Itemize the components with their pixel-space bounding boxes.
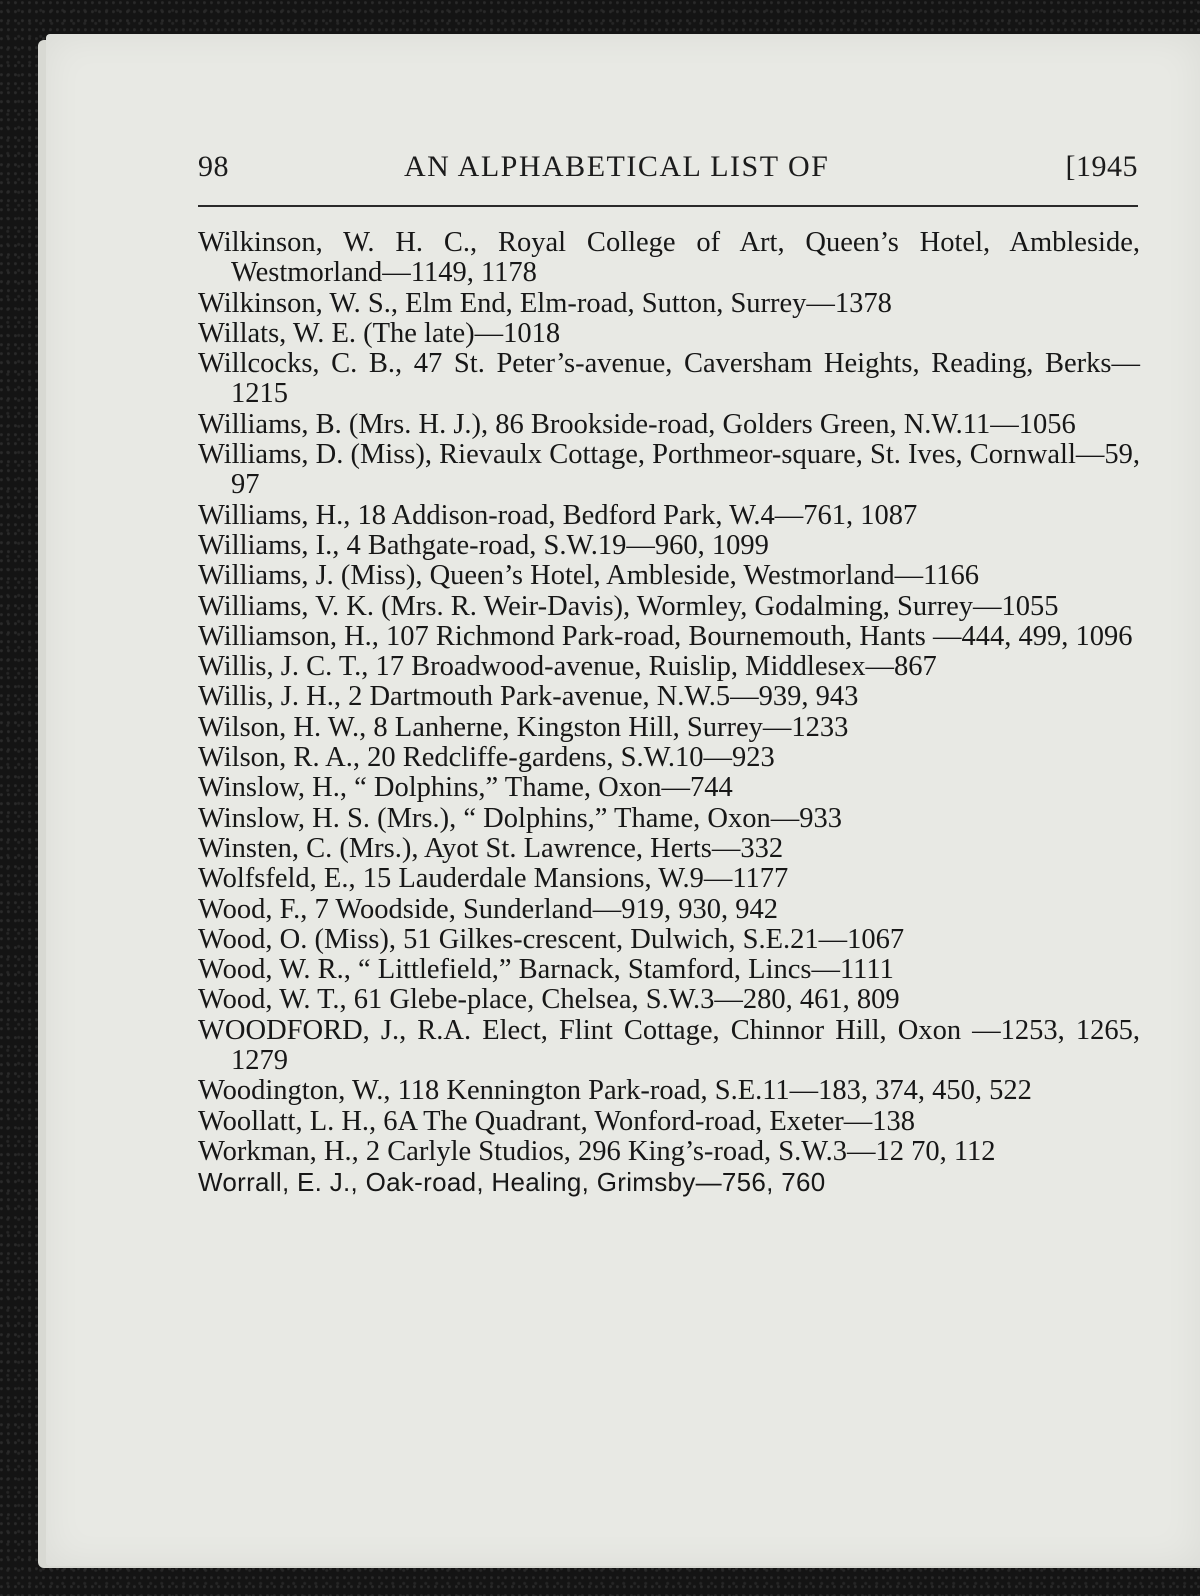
list-item: Woodington, W., 118 Kennington Park-road, S.E.11—183, 374, 450, 522 <box>198 1075 1032 1107</box>
running-title: AN ALPHABETICAL LIST OF <box>404 150 830 183</box>
list-item: Workman, H., 2 Carlyle Studios, 296 King’s-road, S.W.3—12 70, 112 <box>198 1135 996 1167</box>
list-item: Williamson, H., 107 Richmond Park-road, Bournemouth, Hants —444, 499, 1096 <box>198 620 1133 652</box>
list-item: Williams, D. (Miss), Rievaulx Cottage, Porthmeor-square, St. Ives, Cornwall—59, 97 <box>198 439 1140 501</box>
list-item: Wilkinson, W. H. C., Royal College of Art, Queen’s Hotel, Ambleside, Westmorland—1149, 1178 <box>198 227 1140 289</box>
list-item: Woollatt, L. H., 6A The Quadrant, Wonford-road, Exeter—138 <box>198 1105 915 1137</box>
list-item: Willis, J. C. T., 17 Broadwood-avenue, Ruislip, Middlesex—867 <box>198 651 937 683</box>
list-item: Wilson, H. W., 8 Lanherne, Kingston Hill, Surrey—1233 <box>198 711 849 743</box>
header-rule <box>198 205 1138 207</box>
list-item: Williams, V. K. (Mrs. R. Weir-Davis), Wormley, Godalming, Surrey—1055 <box>198 590 1059 622</box>
list-item: Worrall, E. J., Oak-road, Healing, Grimsby—756, 760 <box>198 1167 826 1198</box>
list-item: Wolfsfeld, E., 15 Lauderdale Mansions, W.9—1177 <box>198 863 789 895</box>
page-number: 98 <box>198 150 229 183</box>
list-item: Willcocks, C. B., 47 St. Peter’s-avenue, Caversham Heights, Reading, Berks—1215 <box>198 348 1140 410</box>
list-item: Wilkinson, W. S., Elm End, Elm-road, Sutton, Surrey—1378 <box>198 287 892 319</box>
list-item: Winsten, C. (Mrs.), Ayot St. Lawrence, Herts—332 <box>198 832 784 864</box>
entry-list <box>198 228 1140 1198</box>
list-item: Wood, F., 7 Woodside, Sunderland—919, 930, 942 <box>198 893 779 925</box>
list-item: Williams, J. (Miss), Queen’s Hotel, Ambleside, Westmorland—1166 <box>198 560 980 592</box>
list-item: Willats, W. E. (The late)—1018 <box>198 317 561 349</box>
list-item: Wood, W. R., “ Littlefield,” Barnack, Stamford, Lincs—1111 <box>198 954 894 986</box>
list-item: Winslow, H., “ Dolphins,” Thame, Oxon—744 <box>198 772 733 804</box>
running-header <box>198 150 1138 196</box>
list-item: Wilson, R. A., 20 Redcliffe-gardens, S.W.10—923 <box>198 742 775 774</box>
list-item: Williams, I., 4 Bathgate-road, S.W.19—960, 1099 <box>198 529 769 561</box>
list-item: Wood, O. (Miss), 51 Gilkes-crescent, Dulwich, S.E.21—1067 <box>198 923 905 955</box>
list-item: Williams, H., 18 Addison-road, Bedford Park, W.4—761, 1087 <box>198 499 918 531</box>
year-marker: [1945 <box>1065 150 1138 183</box>
list-item: Williams, B. (Mrs. H. J.), 86 Brookside-road, Golders Green, N.W.11—1056 <box>198 408 1076 440</box>
list-item: Willis, J. H., 2 Dartmouth Park-avenue, N.W.5—939, 943 <box>198 681 859 713</box>
list-item: Winslow, H. S. (Mrs.), “ Dolphins,” Thame, Oxon—933 <box>198 802 843 834</box>
list-item: Wood, W. T., 61 Glebe-place, Chelsea, S.W.3—280, 461, 809 <box>198 984 900 1016</box>
list-item: WOODFORD, J., R.A. Elect, Flint Cottage, Chinnor Hill, Oxon —1253, 1265, 1279 <box>198 1014 1140 1077</box>
